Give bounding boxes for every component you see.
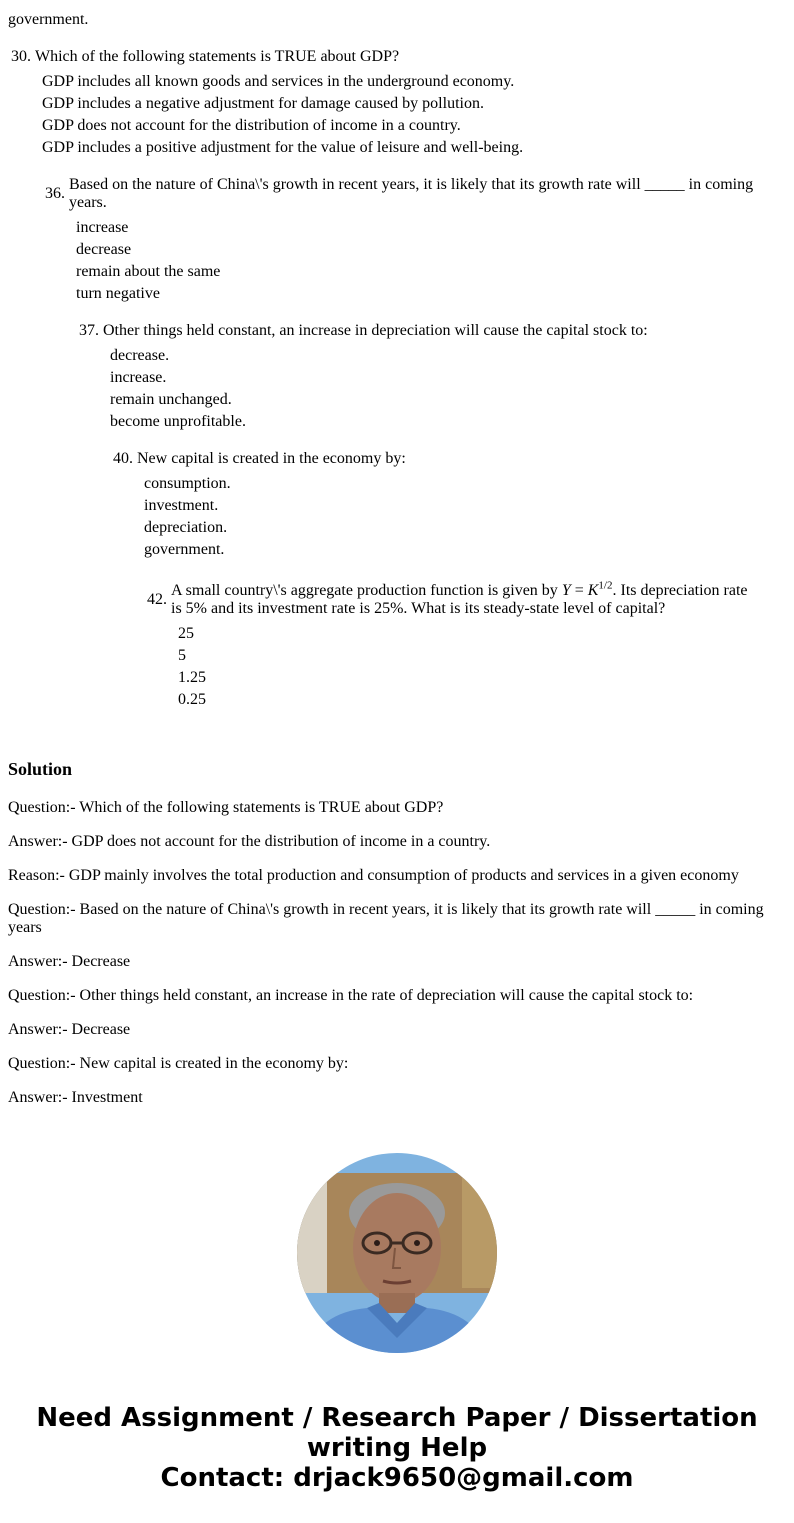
question-number: 30. (11, 48, 31, 65)
answer-option: become unprofitable. (110, 413, 246, 430)
question-text-part: A small country\'s aggregate production function is given by (171, 582, 562, 599)
solution-line: Question:- Which of the following statements is TRUE about GDP? (8, 799, 444, 816)
solution-line: Answer:- Decrease (8, 1021, 131, 1038)
question-text-part: . Its depreciation rate is 5% and its investment rate is 25%. What is its steady-state level of capital? (171, 582, 748, 617)
solution-line: Answer:- GDP does not account for the distribution of income in a country. (8, 833, 491, 850)
question-text: Based on the nature of China\'s growth in recent years, it is likely that its growth rate will _____ in coming years. (69, 176, 754, 211)
answer-option: GDP includes a negative adjustment for damage caused by pollution. (42, 95, 484, 112)
formula-k: K (587, 582, 599, 599)
solution-line: Answer:- Decrease (8, 953, 131, 970)
answer-option: government. (144, 541, 225, 558)
solution-line: Answer:- Investment (8, 1089, 143, 1106)
answer-option: GDP includes all known goods and services in the underground economy. (42, 73, 515, 90)
question-number: 40. (113, 450, 133, 467)
answer-option: decrease. (110, 347, 170, 364)
solution-line: Question:- Based on the nature of China\'s growth in recent years, it is likely that its growth rate will _____ in coming years (8, 901, 764, 936)
answer-option: investment. (144, 497, 219, 514)
solution-line: Question:- Other things held constant, an increase in the rate of depreciation will cause the capital stock to: (8, 987, 694, 1004)
formula-equals: = (570, 582, 588, 599)
footer-banner (0, 1403, 794, 1493)
answer-option: increase. (110, 369, 167, 386)
person-photo-icon (297, 1153, 497, 1353)
footer-line: writing Help (306, 1433, 488, 1463)
answer-option: 1.25 (178, 669, 206, 686)
answer-option: 25 (178, 625, 194, 642)
answer-option: 0.25 (178, 691, 206, 708)
formula-exponent: 1/2 (598, 579, 613, 592)
answer-option: remain about the same (76, 263, 221, 280)
question-number: 37. (79, 322, 99, 339)
formula-y: Y (561, 582, 571, 599)
solution-heading: Solution (8, 759, 73, 779)
question-number: 42. (147, 591, 167, 608)
answer-option: consumption. (144, 475, 231, 492)
answer-option: depreciation. (144, 519, 228, 536)
avatar (297, 1153, 497, 1353)
question-number: 36. (45, 185, 65, 202)
solution-line: Reason:- GDP mainly involves the total production and consumption of products and services in a given economy (8, 867, 739, 884)
answer-option: 5 (178, 647, 186, 664)
question-text (171, 579, 761, 618)
answer-option: turn negative (76, 285, 160, 302)
question-text: Which of the following statements is TRUE about GDP? (35, 48, 400, 65)
question-text: Other things held constant, an increase in depreciation will cause the capital stock to: (103, 322, 648, 339)
top-fragment-text: government. (8, 11, 89, 28)
answer-option: increase (76, 219, 129, 236)
footer-contact: Contact: drjack9650@gmail.com (160, 1463, 634, 1493)
footer-line: Need Assignment / Research Paper / Dissertation (36, 1403, 758, 1433)
answer-option: GDP includes a positive adjustment for the value of leisure and well-being. (42, 139, 524, 156)
answer-option: GDP does not account for the distribution of income in a country. (42, 117, 461, 134)
solution-line: Question:- New capital is created in the economy by: (8, 1055, 349, 1072)
answer-option: decrease (76, 241, 132, 258)
question-text: New capital is created in the economy by: (137, 450, 406, 467)
answer-option: remain unchanged. (110, 391, 232, 408)
